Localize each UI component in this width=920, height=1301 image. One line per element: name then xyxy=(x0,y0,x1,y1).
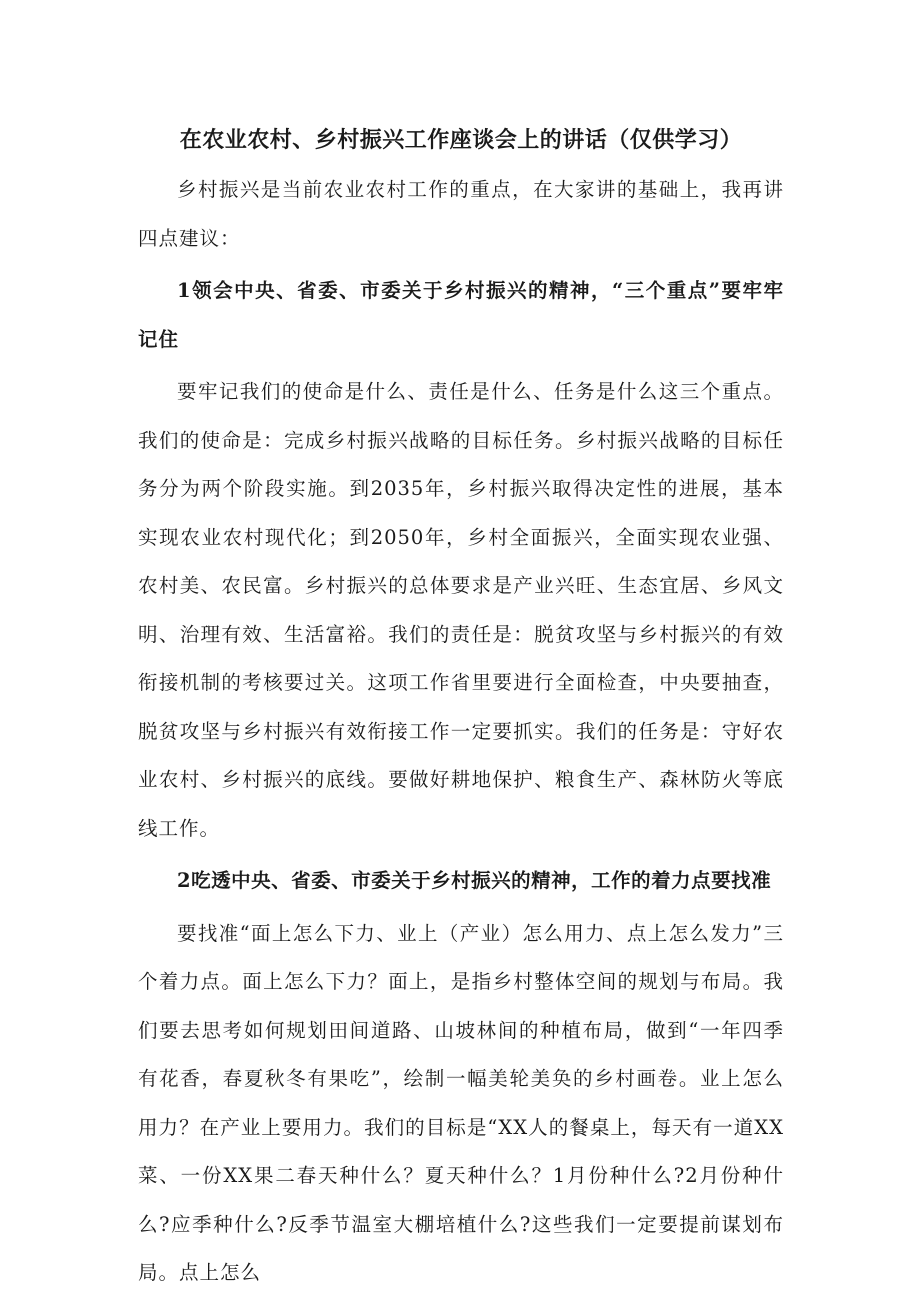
document-page xyxy=(138,118,784,1298)
intro-paragraph: 乡村振兴是当前农业农村工作的重点，在大家讲的基础上，我再讲四点建议： xyxy=(138,178,784,250)
section-2-body: 要找准“面上怎么下力、业上（产业）怎么用力、点上怎么发力”三个着力点。面上怎么下力？面上，是指乡村整体空间的规划与布局。我们要去思考如何规划田间道路、山坡林间的种植布局，做到“一年四季有花香，春夏秋冬有果吃”，绘制一幅美轮美奂的乡村画卷。业上怎么用力？在产业上要用力。我们的目标是“XX人的餐桌上，每天有一道XX菜、一份XX果二春天种什么？夏天种什么？1月份种什么?2月份种什么?应季种什么?反季节温室大棚培植什么?这些我们一定要提前谋划布局。点上怎么 xyxy=(138,921,784,1284)
section-1-heading: 1领会中央、省委、市委关于乡村振兴的精神，“三个重点”要牢牢记住 xyxy=(138,279,784,351)
document-title: 在农业农村、乡村振兴工作座谈会上的讲话（仅供学习） xyxy=(179,127,743,153)
section-1-body: 要牢记我们的使命是什么、责任是什么、任务是什么这三个重点。我们的使命是：完成乡村振兴战略的目标任务。乡村振兴战略的目标任务分为两个阶段实施。到2035年，乡村振兴取得决定性的进展，基本实现农业农村现代化；到2050年，乡村全面振兴，全面实现农业强、农村美、农民富。乡村振兴的总体要求是产业兴旺、生态宜居、乡风文明、治理有效、生活富裕。我们的责任是：脱贫攻坚与乡村振兴的有效衔接机制的考核要过关。这项工作省里要进行全面检查，中央要抽查，脱贫攻坚与乡村振兴有效衔接工作一定要抓实。我们的任务是：守好农业农村、乡村振兴的底线。要做好耕地保护、粮食生产、森林防火等底线工作。 xyxy=(138,380,784,840)
section-2-heading: 2吃透中央、省委、市委关于乡村振兴的精神，工作的着力点要找准 xyxy=(177,869,772,892)
